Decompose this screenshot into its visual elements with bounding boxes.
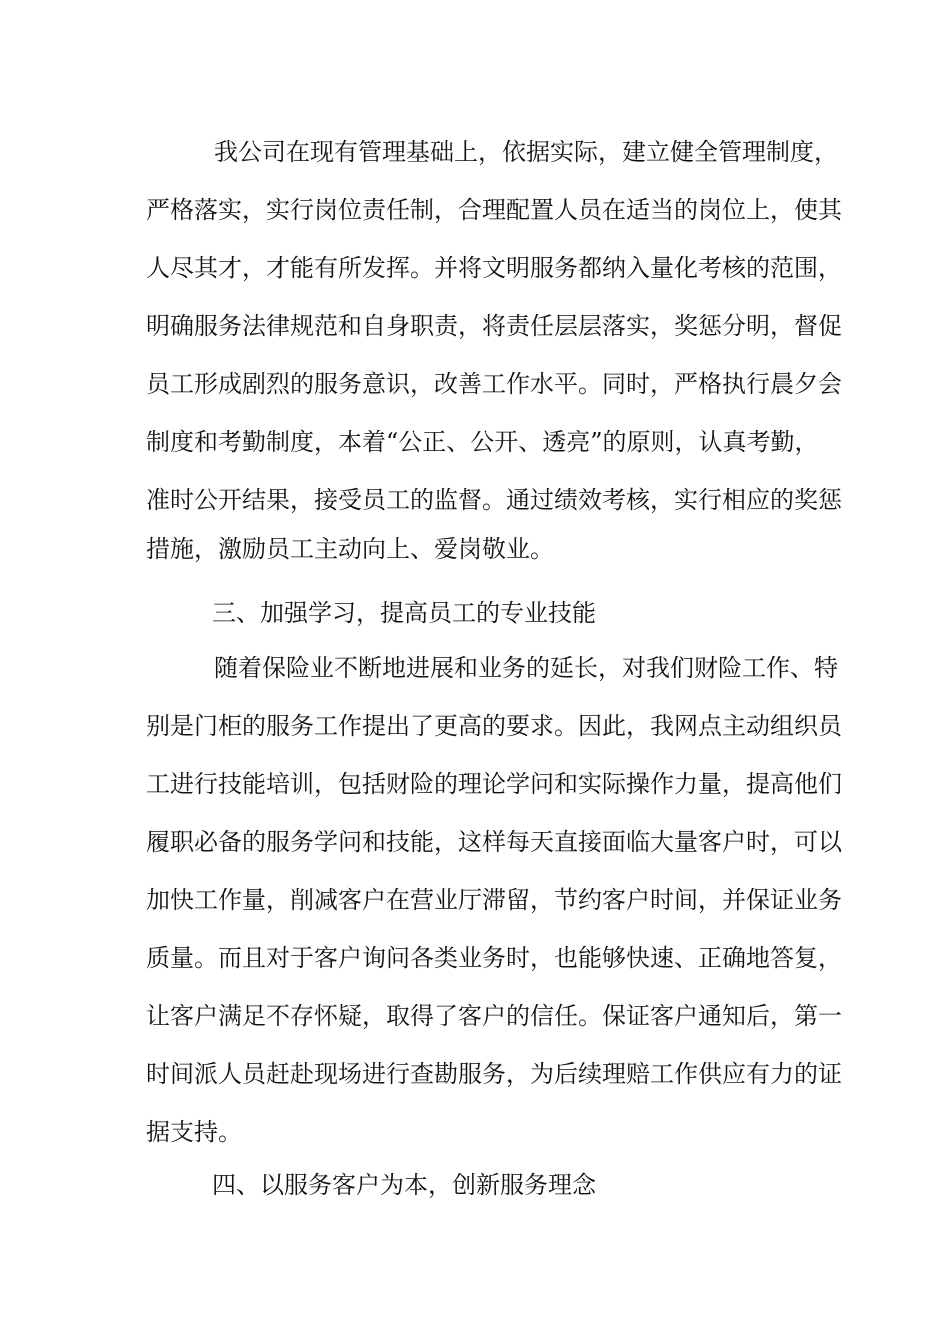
paragraph-1-line-3: 人尽其才，才能有所发挥。并将文明服务都纳入量化考核的范围， — [146, 254, 842, 282]
paragraph-2-line-2: 别是门柜的服务工作提出了更高的要求。因此，我网点主动组织员 — [146, 712, 842, 740]
paragraph-2-line-1: 随着保险业不断地进展和业务的延长，对我们财险工作、特 — [214, 654, 838, 682]
paragraph-1-line-2: 严格落实，实行岗位责任制，合理配置人员在适当的岗位上，使其 — [146, 196, 842, 224]
paragraph-1-line-7: 准时公开结果，接受员工的监督。通过绩效考核，实行相应的奖惩 — [146, 486, 842, 514]
paragraph-2-line-7: 让客户满足不存怀疑，取得了客户的信任。保证客户通知后，第一 — [146, 1002, 842, 1030]
paragraph-1-line-1: 我公司在现有管理基础上，依据实际，建立健全管理制度， — [214, 138, 838, 166]
paragraph-2-line-3: 工进行技能培训，包括财险的理论学问和实际操作力量，提高他们 — [146, 770, 842, 798]
paragraph-2-line-9: 据支持。 — [146, 1118, 242, 1146]
paragraph-1-line-4: 明确服务法律规范和自身职责，将责任层层落实，奖惩分明，督促 — [146, 312, 842, 340]
paragraph-1-line-8: 措施，激励员工主动向上、爱岗敬业。 — [146, 535, 554, 563]
paragraph-2-line-8: 时间派人员赶赴现场进行查勘服务，为后续理赔工作供应有力的证 — [146, 1060, 842, 1088]
paragraph-1-line-5: 员工形成剧烈的服务意识，改善工作水平。同时，严格执行晨夕会 — [146, 370, 842, 398]
section-heading-3: 三、加强学习，提高员工的专业技能 — [212, 599, 596, 627]
paragraph-2-line-6: 质量。而且对于客户询问各类业务时，也能够快速、正确地答复， — [146, 944, 842, 972]
paragraph-2-line-4: 履职必备的服务学问和技能，这样每天直接面临大量客户时，可以 — [146, 828, 842, 856]
paragraph-1-line-6: 制度和考勤制度，本着“公正、公开、透亮”的原则，认真考勤， — [146, 428, 819, 456]
paragraph-2-line-5: 加快工作量，削减客户在营业厅滞留，节约客户时间，并保证业务 — [146, 886, 842, 914]
section-heading-4: 四、以服务客户为本，创新服务理念 — [212, 1171, 596, 1199]
